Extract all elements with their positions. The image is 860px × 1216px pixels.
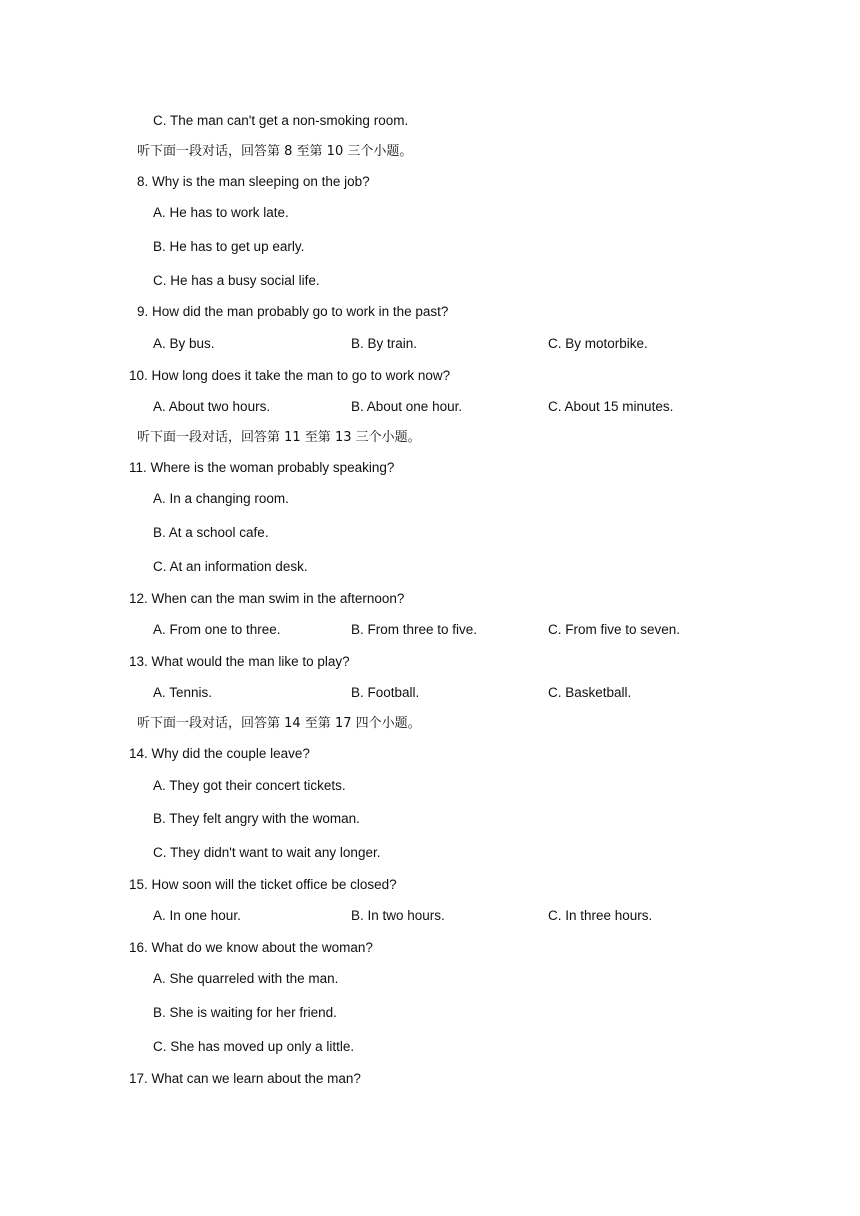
question-text: 15. How soon will the ticket office be closed? <box>129 877 397 892</box>
question-text: 12. When can the man swim in the afternoon? <box>129 591 405 606</box>
option-text: B. He has to get up early. <box>153 239 305 254</box>
option-text: C. Basketball. <box>548 685 632 700</box>
option-text: B. They felt angry with the woman. <box>153 811 360 826</box>
option-text: B. In two hours. <box>351 908 445 923</box>
option-text: B. About one hour. <box>351 399 463 414</box>
option-text: A. About two hours. <box>153 399 271 414</box>
question-text: 16. What do we know about the woman? <box>129 940 373 955</box>
section-instruction: 听下面一段对话，回答第 11 至第 13 三个小题。 <box>137 430 421 445</box>
question-text: 8. Why is the man sleeping on the job? <box>137 174 370 189</box>
question-text: 11. Where is the woman probably speaking? <box>129 460 395 475</box>
option-text: A. In one hour. <box>153 908 241 923</box>
question-text: 13. What would the man like to play? <box>129 654 350 669</box>
option-text: A. In a changing room. <box>153 491 289 506</box>
section-instruction: 听下面一段对话，回答第 14 至第 17 四个小题。 <box>137 716 421 731</box>
option-text: A. He has to work late. <box>153 205 289 220</box>
option-text: A. By bus. <box>153 336 215 351</box>
option-text: B. At a school cafe. <box>153 525 269 540</box>
option-text: C. He has a busy social life. <box>153 273 320 288</box>
question-text: 10. How long does it take the man to go to work now? <box>129 368 451 383</box>
question-text: 14. Why did the couple leave? <box>129 746 310 761</box>
option-text: B. By train. <box>351 336 418 351</box>
question-text: 17. What can we learn about the man? <box>129 1071 361 1086</box>
option-text: C. She has moved up only a little. <box>153 1039 355 1054</box>
option-text: C. By motorbike. <box>548 336 648 351</box>
option-text: C. At an information desk. <box>153 559 308 574</box>
option-text: C. About 15 minutes. <box>548 399 674 414</box>
question-text: 9. How did the man probably go to work in the past? <box>137 304 449 319</box>
option-text: C. The man can't get a non-smoking room. <box>153 113 409 128</box>
option-text: A. From one to three. <box>153 622 281 637</box>
option-text: C. They didn't want to wait any longer. <box>153 845 381 860</box>
option-text: C. In three hours. <box>548 908 653 923</box>
option-text: A. They got their concert tickets. <box>153 778 346 793</box>
option-text: A. She quarreled with the man. <box>153 971 339 986</box>
option-text: B. She is waiting for her friend. <box>153 1005 337 1020</box>
option-text: C. From five to seven. <box>548 622 681 637</box>
option-text: A. Tennis. <box>153 685 213 700</box>
section-instruction: 听下面一段对话，回答第 8 至第 10 三个小题。 <box>137 144 413 159</box>
option-text: B. Football. <box>351 685 420 700</box>
option-text: B. From three to five. <box>351 622 478 637</box>
